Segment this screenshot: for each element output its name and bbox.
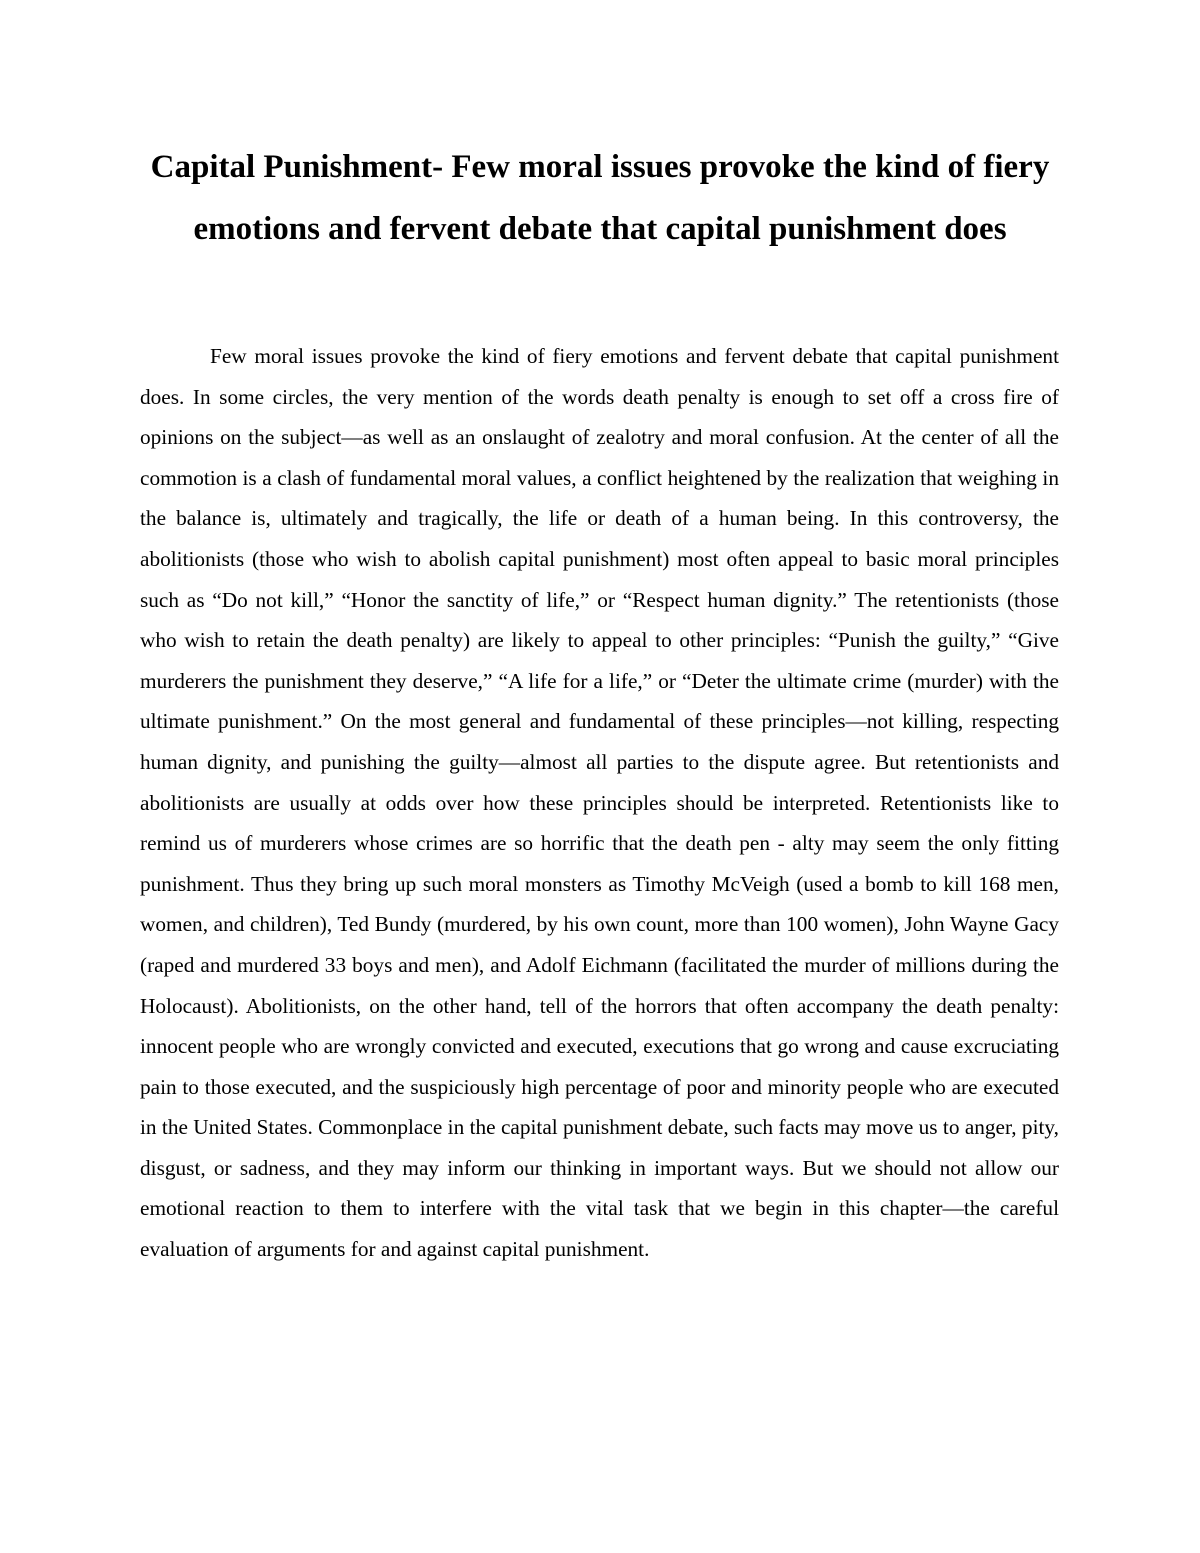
document-title: Capital Punishment- Few moral issues provoke the kind of fiery emotions and fervent debate that capital punishment does [150,149,1050,247]
body-paragraph: Few moral issues provoke the kind of fiery emotions and fervent debate that capital punishment does. In some circles, the very mention of the words death penalty is enough to set off a cross fire of opinions on the subject—as well as an onslaught of zealotry and moral confusion. At the center of all the commotion is a clash of fundamental moral values, a conflict heightened by the realization that weighing in the balance is, ultimately and tragically, the life or death of a human being. In this controversy, the abolitionists (those who wish to abolish capital punishment) most often appeal to basic moral principles such as “Do not kill,” “Honor the sanctity of life,” or “Respect human dignity.” The retentionists (those who wish to retain the death penalty) are likely to appeal to other principles: “Punish the guilty,” “Give murderers the punishment they deserve,” “A life for a life,” or “Deter the ultimate crime (murder) with the ultimate punishment.” On the most general and fundamental of these principles—not killing, respecting human dignity, and punishing the guilty—almost all parties to the dispute agree. But retentionists and abolitionists are usually at odds over how these principles should be interpreted. Retentionists like to remind us of murderers whose crimes are so horrific that the death pen - alty may seem the only fitting punishment. Thus they bring up such moral monsters as Timothy McVeigh (used a bomb to kill 168 men, women, and children), Ted Bundy (murdered, by his own count, more than 100 women), John Wayne Gacy (raped and murdered 33 boys and men), and Adolf Eichmann (facilitated the murder of millions during the Holocaust). Abolitionists, on the other hand, tell of the horrors that often accompany the death penalty: innocent people who are wrongly convicted and executed, executions that go wrong and cause excruciating pain to those executed, and the suspiciously high percentage of poor and minority people who are executed in the United States. Commonplace in the capital punishment debate, such facts may move us to anger, pity, disgust, or sadness, and they may inform our thinking in important ways. But we should not allow our emotional reaction to them to interfere with the vital task that we begin in this chapter—the careful evaluation of arguments for and against capital punishment. [140,344,1059,1262]
